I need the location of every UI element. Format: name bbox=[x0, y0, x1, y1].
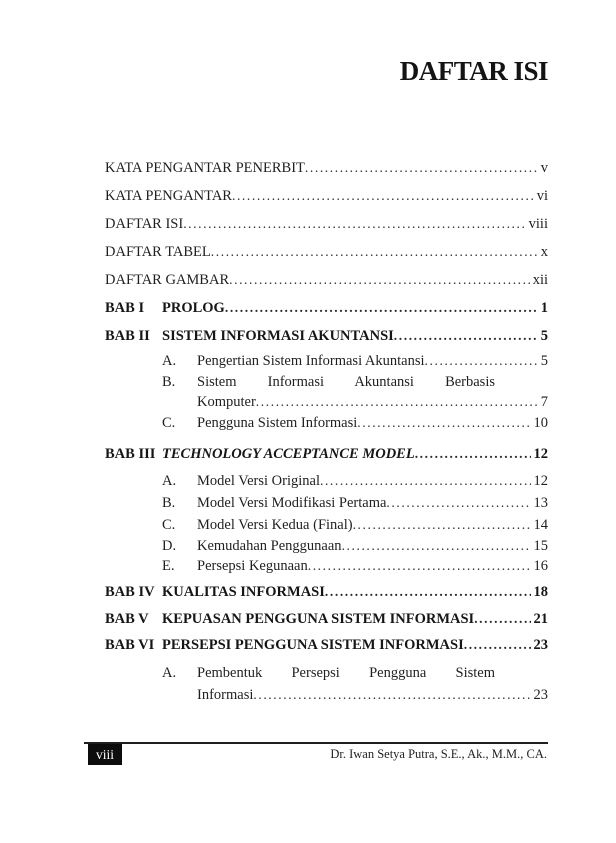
toc-subentry bbox=[162, 517, 548, 533]
subentry-text: Kemudahan Penggunaan bbox=[197, 538, 342, 554]
dot-leader bbox=[474, 611, 530, 627]
toc-entry-chapter bbox=[105, 637, 548, 653]
dot-leader bbox=[225, 300, 538, 316]
toc-subentry-continuation bbox=[162, 394, 548, 410]
toc-entry-front-matter bbox=[105, 244, 548, 260]
page-number: 7 bbox=[540, 394, 548, 410]
toc-subentry bbox=[162, 666, 548, 681]
chapter-title: KUALITAS INFORMASI bbox=[162, 584, 325, 600]
page-number: 15 bbox=[533, 538, 548, 554]
subentry-letter: A. bbox=[162, 473, 177, 489]
toc-subentry bbox=[162, 353, 548, 369]
page-number: 1 bbox=[540, 300, 548, 316]
page-number: v bbox=[540, 160, 548, 176]
page-number: 13 bbox=[533, 495, 548, 511]
page-number: viii bbox=[528, 216, 548, 232]
chapter-number: BAB V bbox=[105, 611, 149, 627]
subentry-letter: E. bbox=[162, 558, 175, 574]
page-number: 12 bbox=[533, 446, 548, 462]
subentry-text: Pengguna Sistem Informasi bbox=[197, 415, 358, 431]
chapter-number: BAB I bbox=[105, 300, 145, 316]
toc-entry-front-matter bbox=[105, 188, 548, 204]
subentry-text: Pembentuk Persepsi Pengguna Sistem bbox=[197, 665, 495, 681]
toc-entry-front-matter bbox=[105, 160, 548, 176]
page-number: 10 bbox=[533, 415, 548, 431]
chapter-title: KEPUASAN PENGGUNA SISTEM INFORMASI bbox=[162, 611, 475, 627]
dot-leader bbox=[183, 216, 525, 232]
dot-leader bbox=[325, 584, 531, 600]
chapter-number: BAB III bbox=[105, 446, 156, 462]
dot-leader bbox=[386, 495, 530, 511]
dot-leader bbox=[320, 473, 531, 489]
toc-entry-front-matter bbox=[105, 216, 548, 232]
subentry-text: Model Versi Original bbox=[197, 473, 320, 489]
page-number: 5 bbox=[540, 353, 548, 369]
dot-leader bbox=[415, 446, 531, 462]
page-number: 14 bbox=[533, 517, 548, 533]
entry-label: KATA PENGANTAR PENERBIT bbox=[105, 160, 305, 176]
footer-page-number: viii bbox=[88, 744, 122, 765]
page-number: 23 bbox=[533, 637, 548, 653]
page-number: 16 bbox=[533, 558, 548, 574]
subentry-text: Model Versi Modifikasi Pertama bbox=[197, 495, 387, 511]
toc-entry-chapter bbox=[105, 300, 548, 316]
subentry-text: Sistem Informasi Akuntansi Berbasis bbox=[197, 374, 495, 390]
toc-subentry bbox=[162, 538, 548, 554]
entry-label: DAFTAR GAMBAR bbox=[105, 272, 230, 288]
subentry-letter: C. bbox=[162, 517, 176, 533]
subentry-letter: B. bbox=[162, 495, 176, 511]
chapter-title: TECHNOLOGY ACCEPTANCE MODEL bbox=[162, 446, 415, 462]
chapter-number: BAB IV bbox=[105, 584, 155, 600]
toc-subentry-continuation bbox=[162, 687, 548, 703]
dot-leader bbox=[464, 637, 531, 653]
entry-label: DAFTAR ISI bbox=[105, 216, 184, 232]
chapter-number: BAB VI bbox=[105, 637, 155, 653]
subentry-text: Komputer bbox=[197, 394, 256, 410]
toc-subentry bbox=[162, 473, 548, 489]
entry-label: KATA PENGANTAR bbox=[105, 188, 232, 204]
page-number: 21 bbox=[533, 611, 548, 627]
subentry-text: Informasi bbox=[197, 687, 254, 703]
chapter-title: SISTEM INFORMASI AKUNTANSI bbox=[162, 328, 394, 344]
subentry-letter: A. bbox=[162, 665, 177, 681]
subentry-letter: B. bbox=[162, 374, 176, 390]
dot-leader bbox=[425, 353, 538, 369]
subentry-text: Model Versi Kedua (Final) bbox=[197, 517, 353, 533]
dot-leader bbox=[394, 328, 538, 344]
chapter-title: PERSEPSI PENGGUNA SISTEM INFORMASI bbox=[162, 637, 464, 653]
page-number: 18 bbox=[533, 584, 548, 600]
toc-entry-chapter bbox=[105, 611, 548, 627]
page-number: 23 bbox=[533, 687, 548, 703]
toc-entry-chapter bbox=[105, 446, 548, 462]
entry-label: DAFTAR TABEL bbox=[105, 244, 211, 260]
dot-leader bbox=[353, 517, 531, 533]
subentry-letter: C. bbox=[162, 415, 176, 431]
chapter-number: BAB II bbox=[105, 328, 150, 344]
page-number: x bbox=[540, 244, 548, 260]
dot-leader bbox=[253, 687, 530, 703]
footer-rule bbox=[84, 742, 548, 744]
toc-list bbox=[105, 160, 548, 703]
subentry-text: Persepsi Kegunaan bbox=[197, 558, 308, 574]
subentry-letter: A. bbox=[162, 353, 177, 369]
subentry-text: Pengertian Sistem Informasi Akuntansi bbox=[197, 353, 425, 369]
dot-leader bbox=[232, 188, 534, 204]
toc-entry-chapter bbox=[105, 584, 548, 600]
page-number: vi bbox=[536, 188, 548, 204]
dot-leader bbox=[342, 538, 531, 554]
toc-entry-front-matter bbox=[105, 272, 548, 288]
dot-leader bbox=[308, 558, 531, 574]
page-number: 12 bbox=[533, 473, 548, 489]
dot-leader bbox=[357, 415, 530, 431]
dot-leader bbox=[229, 272, 530, 288]
toc-subentry bbox=[162, 495, 548, 511]
page-title: DAFTAR ISI bbox=[399, 56, 548, 86]
dot-leader bbox=[211, 244, 538, 260]
page-number: 5 bbox=[540, 328, 548, 344]
toc-subentry bbox=[162, 375, 548, 390]
dot-leader bbox=[305, 160, 538, 176]
chapter-title: PROLOG bbox=[162, 300, 225, 316]
page-number: xii bbox=[532, 272, 548, 288]
toc-entry-chapter bbox=[105, 328, 548, 344]
dot-leader bbox=[256, 394, 538, 410]
toc-subentry bbox=[162, 558, 548, 574]
toc-subentry bbox=[162, 415, 548, 431]
subentry-letter: D. bbox=[162, 538, 177, 554]
footer-author: Dr. Iwan Setya Putra, S.E., Ak., M.M., CA. bbox=[330, 747, 547, 761]
